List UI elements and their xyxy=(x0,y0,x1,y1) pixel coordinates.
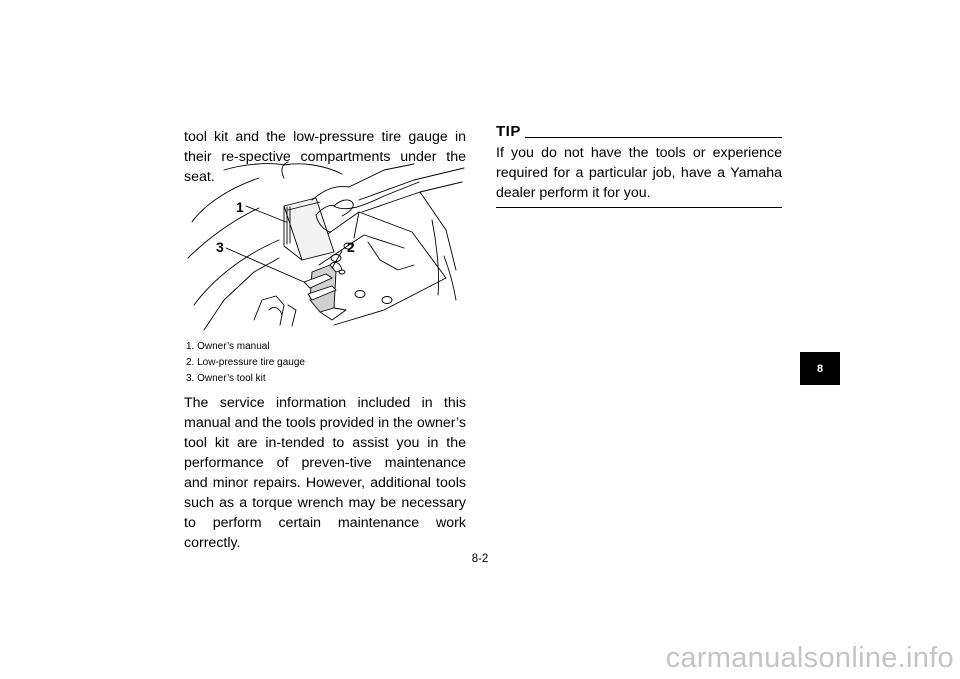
tip-bottom-rule xyxy=(496,207,782,208)
storage-compartment-illustration xyxy=(184,160,466,332)
tip-top-rule xyxy=(525,137,782,138)
tip-text: If you do not have the tools or experience required for a particular job, have a Yamaha dealer perform it for you. xyxy=(496,145,782,201)
callout-3: 3 xyxy=(216,239,224,255)
caption-item: 1. Owner’s manual xyxy=(186,341,270,352)
chapter-tab: 8 xyxy=(800,352,840,385)
tip-box xyxy=(496,125,782,208)
callout-1: 1 xyxy=(236,199,244,215)
caption-item: 3. Owner’s tool kit xyxy=(186,373,266,384)
tip-label: TIP xyxy=(496,123,521,140)
caption-item: 2. Low-pressure tire gauge xyxy=(186,357,305,368)
figure-captions xyxy=(186,339,466,387)
callout-2: 2 xyxy=(347,239,355,255)
page-number: 8-2 xyxy=(471,553,489,565)
watermark: carmanualsonline.info xyxy=(665,642,954,674)
body-paragraph: The service information included in this manual and the tools provided in the owner’s tool kit are in-tended to assist you in the performance of preven-tive maintenance and minor repairs. However, additional tools such as a torque wrench may be necessary to perform certain maintenance work correctly. xyxy=(184,395,466,551)
intro-paragraph: tool kit and the low-pressure tire gauge in their re-spective compartments under the seat. xyxy=(184,129,466,185)
tip-header xyxy=(496,125,782,139)
